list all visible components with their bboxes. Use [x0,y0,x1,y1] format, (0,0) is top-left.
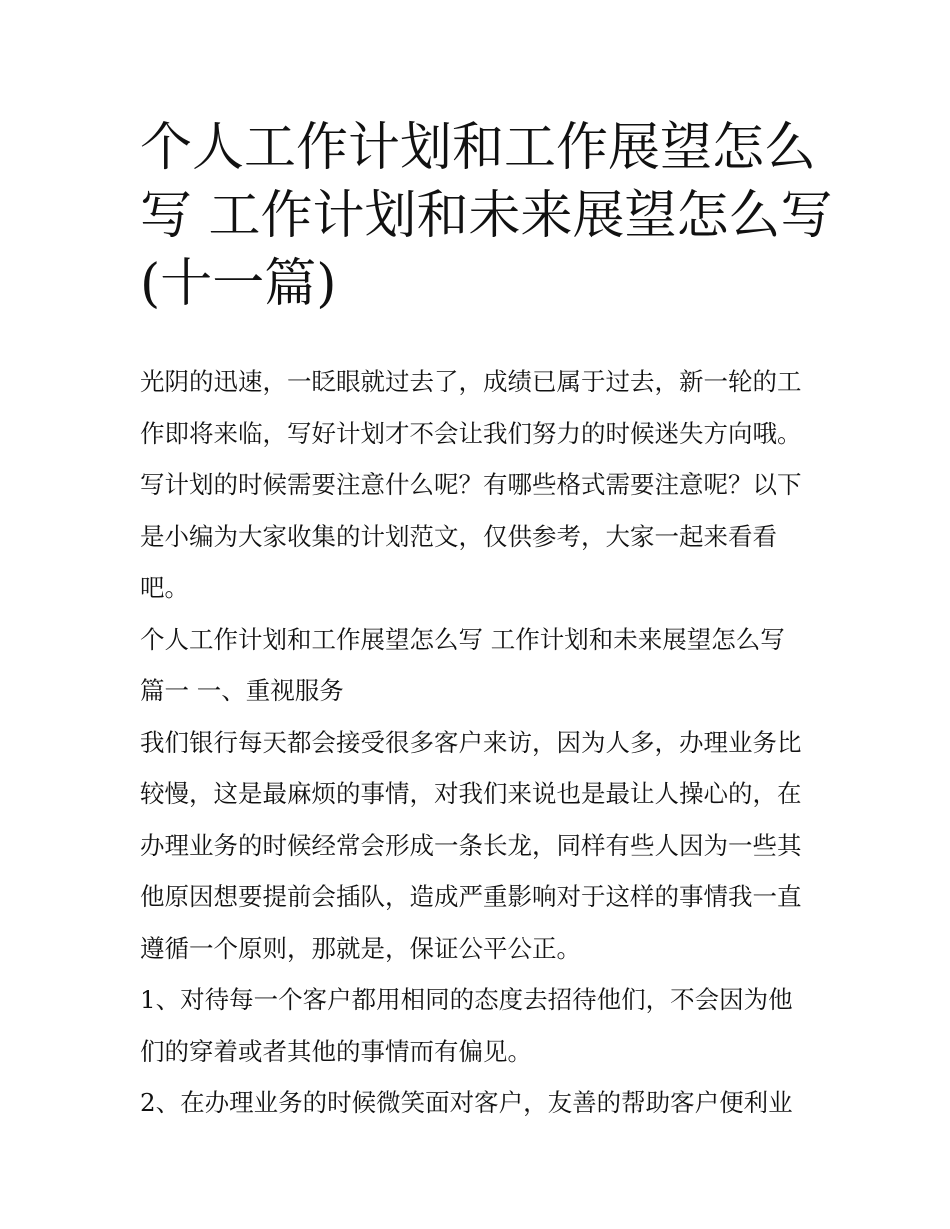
body-line: 光阴的迅速，一眨眼就过去了，成绩已属于过去，新一轮的工 [140,367,802,396]
list-item-line: 1、对待每一个客户都用相同的态度去招待他们，不会因为他 [140,985,793,1014]
body-line: 较慢，这是最麻烦的事情，对我们来说也是最让人操心的，在 [140,779,802,808]
document-body [140,356,830,1129]
title-line: (十一篇) [140,254,337,314]
body-line: 是小编为大家收集的计划范文，仅供参考，大家一起来看看 [140,521,777,551]
title-line: 写 工作计划和未来展望怎么写 [140,186,833,246]
body-line: 遵循一个原则，那就是，保证公平公正。 [140,933,581,963]
section-heading-line: 个人工作计划和工作展望怎么写 工作计划和未来展望怎么写 [140,624,785,654]
list-item-line: 2、在办理业务的时候微笑面对客户，友善的帮助客户便利业 [140,1088,793,1117]
body-line: 写计划的时候需要注意什么呢？有哪些格式需要注意呢？以下 [140,470,802,499]
section-heading-line: 篇一 一、重视服务 [140,676,344,705]
body-line: 我们银行每天都会接受很多客户来访，因为人多，办理业务比 [140,727,802,757]
body-line: 作即将来临，写好计划才不会让我们努力的时候迷失方向哦。 [140,418,802,448]
body-line: 吧。 [140,573,189,602]
title-line: 个人工作计划和工作展望怎么 [140,118,817,178]
body-line: 他原因想要提前会插队，造成严重影响对于这样的事情我一直 [140,882,802,911]
document-title [140,114,833,318]
body-line: 办理业务的时候经常会形成一条长龙，同样有些人因为一些其 [140,830,802,860]
list-item-line: 们的穿着或者其他的事情而有偏见。 [140,1036,532,1066]
